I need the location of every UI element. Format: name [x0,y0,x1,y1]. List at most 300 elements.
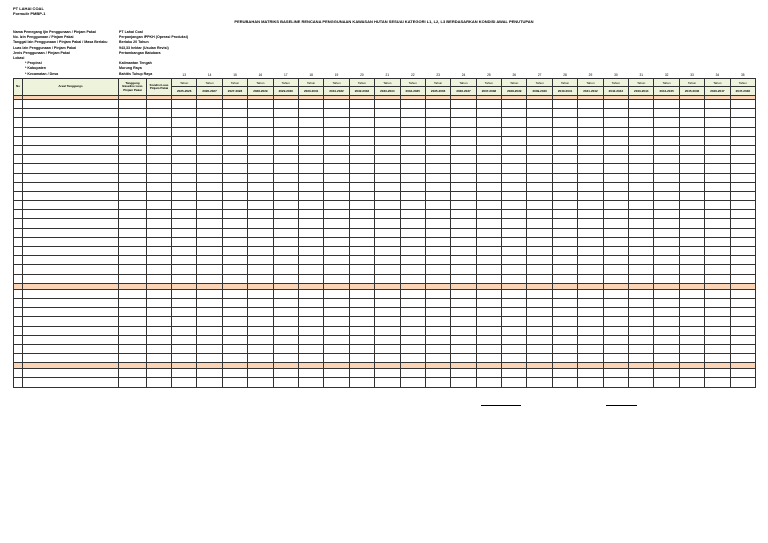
table-cell[interactable] [654,164,679,173]
table-cell[interactable] [527,164,552,173]
table-cell[interactable] [172,109,197,118]
table-cell[interactable] [400,219,425,228]
table-cell[interactable] [197,354,222,363]
table-cell[interactable] [552,256,577,265]
table-cell[interactable] [476,369,501,378]
table-cell[interactable] [476,274,501,283]
table-cell[interactable] [654,228,679,237]
table-cell[interactable] [502,118,527,127]
table-cell[interactable] [147,201,172,210]
table-cell[interactable] [273,256,298,265]
table-cell[interactable] [298,219,323,228]
table-cell[interactable] [147,344,172,353]
table-cell[interactable] [23,145,119,154]
table-cell[interactable] [14,326,23,335]
table-cell[interactable] [425,317,450,326]
table-cell[interactable] [679,136,704,145]
table-cell[interactable] [552,378,577,387]
table-cell[interactable] [273,344,298,353]
table-cell[interactable] [273,308,298,317]
table-cell[interactable] [679,298,704,307]
table-cell[interactable] [222,335,247,344]
table-cell[interactable] [298,109,323,118]
table-cell[interactable] [222,155,247,164]
table-cell[interactable] [14,100,23,109]
table-cell[interactable] [147,317,172,326]
table-cell[interactable] [502,317,527,326]
table-cell[interactable] [197,228,222,237]
table-cell[interactable] [147,136,172,145]
table-cell[interactable] [147,298,172,307]
table-cell[interactable] [578,247,603,256]
table-cell[interactable] [451,145,476,154]
table-cell[interactable] [298,256,323,265]
table-cell[interactable] [400,354,425,363]
table-cell[interactable] [679,265,704,274]
table-cell[interactable] [147,164,172,173]
table-cell[interactable] [730,237,755,246]
table-cell[interactable] [172,289,197,298]
table-cell[interactable] [222,298,247,307]
table-cell[interactable] [705,136,730,145]
table-cell[interactable] [14,201,23,210]
table-cell[interactable] [705,308,730,317]
table-cell[interactable] [705,164,730,173]
table-cell[interactable] [375,354,400,363]
table-cell[interactable] [222,289,247,298]
table-cell[interactable] [654,155,679,164]
table-cell[interactable] [629,256,654,265]
table-cell[interactable] [147,354,172,363]
table-cell[interactable] [527,326,552,335]
table-cell[interactable] [730,247,755,256]
table-cell[interactable] [349,182,374,191]
table-cell[interactable] [222,256,247,265]
table-cell[interactable] [603,173,628,182]
table-cell[interactable] [222,344,247,353]
table-cell[interactable] [400,335,425,344]
table-cell[interactable] [603,298,628,307]
table-cell[interactable] [400,136,425,145]
table-cell[interactable] [679,201,704,210]
table-cell[interactable] [147,237,172,246]
table-cell[interactable] [552,136,577,145]
table-cell[interactable] [654,145,679,154]
table-cell[interactable] [451,344,476,353]
table-cell[interactable] [476,247,501,256]
table-cell[interactable] [324,164,349,173]
table-cell[interactable] [502,109,527,118]
table-cell[interactable] [552,173,577,182]
table-cell[interactable] [119,354,147,363]
table-cell[interactable] [324,228,349,237]
table-cell[interactable] [552,335,577,344]
table-cell[interactable] [578,145,603,154]
table-cell[interactable] [476,256,501,265]
table-cell[interactable] [705,201,730,210]
table-cell[interactable] [248,219,273,228]
table-cell[interactable] [23,201,119,210]
table-cell[interactable] [324,344,349,353]
table-cell[interactable] [400,191,425,200]
table-cell[interactable] [629,274,654,283]
table-cell[interactable] [222,378,247,387]
table-cell[interactable] [119,191,147,200]
table-cell[interactable] [172,201,197,210]
table-cell[interactable] [527,308,552,317]
table-cell[interactable] [172,326,197,335]
table-cell[interactable] [654,274,679,283]
table-cell[interactable] [222,274,247,283]
table-cell[interactable] [400,289,425,298]
table-cell[interactable] [679,308,704,317]
table-cell[interactable] [172,335,197,344]
table-cell[interactable] [476,265,501,274]
table-cell[interactable] [400,344,425,353]
table-cell[interactable] [273,237,298,246]
table-cell[interactable] [324,274,349,283]
table-cell[interactable] [552,182,577,191]
table-cell[interactable] [14,109,23,118]
table-cell[interactable] [273,326,298,335]
table-cell[interactable] [425,191,450,200]
table-cell[interactable] [298,369,323,378]
table-cell[interactable] [14,274,23,283]
table-cell[interactable] [476,182,501,191]
table-cell[interactable] [273,274,298,283]
table-cell[interactable] [197,378,222,387]
table-cell[interactable] [578,369,603,378]
table-cell[interactable] [730,308,755,317]
table-cell[interactable] [197,289,222,298]
table-cell[interactable] [197,247,222,256]
table-cell[interactable] [248,256,273,265]
table-cell[interactable] [324,289,349,298]
table-cell[interactable] [552,118,577,127]
table-cell[interactable] [147,182,172,191]
table-cell[interactable] [273,298,298,307]
table-cell[interactable] [527,228,552,237]
table-cell[interactable] [400,274,425,283]
table-cell[interactable] [172,100,197,109]
table-cell[interactable] [119,326,147,335]
table-cell[interactable] [324,237,349,246]
table-cell[interactable] [527,378,552,387]
table-cell[interactable] [324,378,349,387]
table-cell[interactable] [730,326,755,335]
table-cell[interactable] [248,265,273,274]
table-cell[interactable] [147,247,172,256]
table-cell[interactable] [222,173,247,182]
table-cell[interactable] [502,265,527,274]
table-cell[interactable] [629,308,654,317]
table-cell[interactable] [23,173,119,182]
table-cell[interactable] [298,210,323,219]
table-cell[interactable] [629,145,654,154]
table-cell[interactable] [578,155,603,164]
table-cell[interactable] [147,228,172,237]
table-cell[interactable] [400,256,425,265]
table-cell[interactable] [578,256,603,265]
table-cell[interactable] [298,298,323,307]
table-cell[interactable] [197,164,222,173]
table-cell[interactable] [425,145,450,154]
table-cell[interactable] [23,317,119,326]
table-cell[interactable] [14,182,23,191]
table-cell[interactable] [119,210,147,219]
table-cell[interactable] [298,145,323,154]
table-cell[interactable] [349,354,374,363]
table-cell[interactable] [14,237,23,246]
table-cell[interactable] [679,326,704,335]
table-cell[interactable] [679,335,704,344]
table-cell[interactable] [552,228,577,237]
table-cell[interactable] [119,164,147,173]
table-cell[interactable] [730,118,755,127]
table-cell[interactable] [679,173,704,182]
table-cell[interactable] [425,155,450,164]
table-cell[interactable] [679,219,704,228]
table-cell[interactable] [147,118,172,127]
table-cell[interactable] [400,237,425,246]
table-cell[interactable] [375,210,400,219]
table-cell[interactable] [425,369,450,378]
table-cell[interactable] [476,326,501,335]
table-cell[interactable] [425,308,450,317]
table-cell[interactable] [172,219,197,228]
table-cell[interactable] [705,210,730,219]
table-cell[interactable] [705,145,730,154]
table-cell[interactable] [172,344,197,353]
table-cell[interactable] [349,247,374,256]
table-cell[interactable] [375,308,400,317]
table-cell[interactable] [119,274,147,283]
table-cell[interactable] [197,256,222,265]
table-cell[interactable] [730,201,755,210]
table-cell[interactable] [147,378,172,387]
table-cell[interactable] [273,317,298,326]
table-cell[interactable] [502,210,527,219]
table-cell[interactable] [248,210,273,219]
table-cell[interactable] [248,237,273,246]
table-cell[interactable] [603,265,628,274]
table-cell[interactable] [603,219,628,228]
table-cell[interactable] [222,127,247,136]
table-cell[interactable] [400,201,425,210]
table-cell[interactable] [119,100,147,109]
table-cell[interactable] [324,191,349,200]
table-cell[interactable] [654,118,679,127]
table-cell[interactable] [629,298,654,307]
table-cell[interactable] [400,369,425,378]
table-cell[interactable] [23,369,119,378]
table-cell[interactable] [451,210,476,219]
table-cell[interactable] [476,155,501,164]
table-cell[interactable] [578,127,603,136]
table-cell[interactable] [578,237,603,246]
table-cell[interactable] [552,219,577,228]
table-cell[interactable] [654,127,679,136]
table-cell[interactable] [273,335,298,344]
table-cell[interactable] [425,164,450,173]
table-cell[interactable] [654,100,679,109]
table-cell[interactable] [476,100,501,109]
table-cell[interactable] [425,127,450,136]
table-cell[interactable] [14,210,23,219]
table-cell[interactable] [119,201,147,210]
table-cell[interactable] [603,210,628,219]
table-cell[interactable] [527,127,552,136]
table-cell[interactable] [23,210,119,219]
table-cell[interactable] [222,369,247,378]
table-cell[interactable] [527,265,552,274]
table-cell[interactable] [14,228,23,237]
table-cell[interactable] [476,136,501,145]
table-cell[interactable] [400,228,425,237]
table-cell[interactable] [629,237,654,246]
table-cell[interactable] [425,237,450,246]
table-cell[interactable] [172,164,197,173]
table-cell[interactable] [23,136,119,145]
table-cell[interactable] [654,109,679,118]
table-cell[interactable] [578,228,603,237]
table-cell[interactable] [603,182,628,191]
table-cell[interactable] [197,127,222,136]
table-cell[interactable] [23,274,119,283]
table-cell[interactable] [654,344,679,353]
table-cell[interactable] [375,145,400,154]
table-cell[interactable] [172,127,197,136]
table-cell[interactable] [222,247,247,256]
table-cell[interactable] [222,118,247,127]
table-cell[interactable] [349,298,374,307]
table-cell[interactable] [730,354,755,363]
table-cell[interactable] [451,317,476,326]
table-cell[interactable] [248,201,273,210]
table-cell[interactable] [654,256,679,265]
table-cell[interactable] [298,155,323,164]
table-cell[interactable] [14,344,23,353]
table-cell[interactable] [502,145,527,154]
table-cell[interactable] [400,100,425,109]
table-cell[interactable] [222,182,247,191]
table-cell[interactable] [730,369,755,378]
table-cell[interactable] [705,256,730,265]
table-cell[interactable] [654,354,679,363]
table-cell[interactable] [248,191,273,200]
table-cell[interactable] [14,369,23,378]
table-cell[interactable] [298,228,323,237]
table-cell[interactable] [400,155,425,164]
table-cell[interactable] [375,191,400,200]
table-cell[interactable] [502,335,527,344]
table-cell[interactable] [375,335,400,344]
table-cell[interactable] [502,127,527,136]
table-cell[interactable] [375,164,400,173]
table-cell[interactable] [502,378,527,387]
table-cell[interactable] [502,182,527,191]
table-cell[interactable] [451,237,476,246]
table-cell[interactable] [730,378,755,387]
table-cell[interactable] [705,127,730,136]
table-cell[interactable] [349,136,374,145]
table-cell[interactable] [248,317,273,326]
table-cell[interactable] [375,247,400,256]
table-cell[interactable] [324,145,349,154]
table-cell[interactable] [451,201,476,210]
table-cell[interactable] [147,127,172,136]
table-cell[interactable] [14,173,23,182]
table-cell[interactable] [603,136,628,145]
table-cell[interactable] [273,265,298,274]
table-cell[interactable] [172,317,197,326]
table-cell[interactable] [400,378,425,387]
table-cell[interactable] [147,308,172,317]
table-cell[interactable] [730,344,755,353]
table-cell[interactable] [654,308,679,317]
table-cell[interactable] [730,317,755,326]
table-cell[interactable] [298,237,323,246]
table-cell[interactable] [273,173,298,182]
table-cell[interactable] [400,164,425,173]
table-cell[interactable] [324,247,349,256]
table-cell[interactable] [172,237,197,246]
table-cell[interactable] [705,326,730,335]
table-cell[interactable] [222,326,247,335]
table-cell[interactable] [425,182,450,191]
table-cell[interactable] [527,335,552,344]
table-cell[interactable] [349,201,374,210]
table-cell[interactable] [400,127,425,136]
table-cell[interactable] [603,127,628,136]
table-cell[interactable] [603,274,628,283]
table-cell[interactable] [273,210,298,219]
table-cell[interactable] [730,298,755,307]
table-cell[interactable] [552,344,577,353]
table-cell[interactable] [425,344,450,353]
table-cell[interactable] [476,228,501,237]
table-cell[interactable] [222,265,247,274]
table-cell[interactable] [578,344,603,353]
table-cell[interactable] [349,173,374,182]
table-cell[interactable] [119,344,147,353]
table-cell[interactable] [654,247,679,256]
table-cell[interactable] [705,228,730,237]
table-cell[interactable] [400,298,425,307]
table-cell[interactable] [273,369,298,378]
table-cell[interactable] [23,182,119,191]
table-cell[interactable] [197,118,222,127]
table-cell[interactable] [578,378,603,387]
table-cell[interactable] [349,109,374,118]
table-cell[interactable] [705,265,730,274]
table-cell[interactable] [730,173,755,182]
table-cell[interactable] [119,228,147,237]
table-cell[interactable] [14,335,23,344]
table-cell[interactable] [502,344,527,353]
table-cell[interactable] [476,344,501,353]
table-cell[interactable] [172,210,197,219]
table-cell[interactable] [476,298,501,307]
table-cell[interactable] [14,136,23,145]
table-cell[interactable] [248,228,273,237]
table-cell[interactable] [654,326,679,335]
table-cell[interactable] [273,155,298,164]
table-cell[interactable] [248,369,273,378]
table-cell[interactable] [705,354,730,363]
table-cell[interactable] [502,369,527,378]
table-cell[interactable] [375,219,400,228]
